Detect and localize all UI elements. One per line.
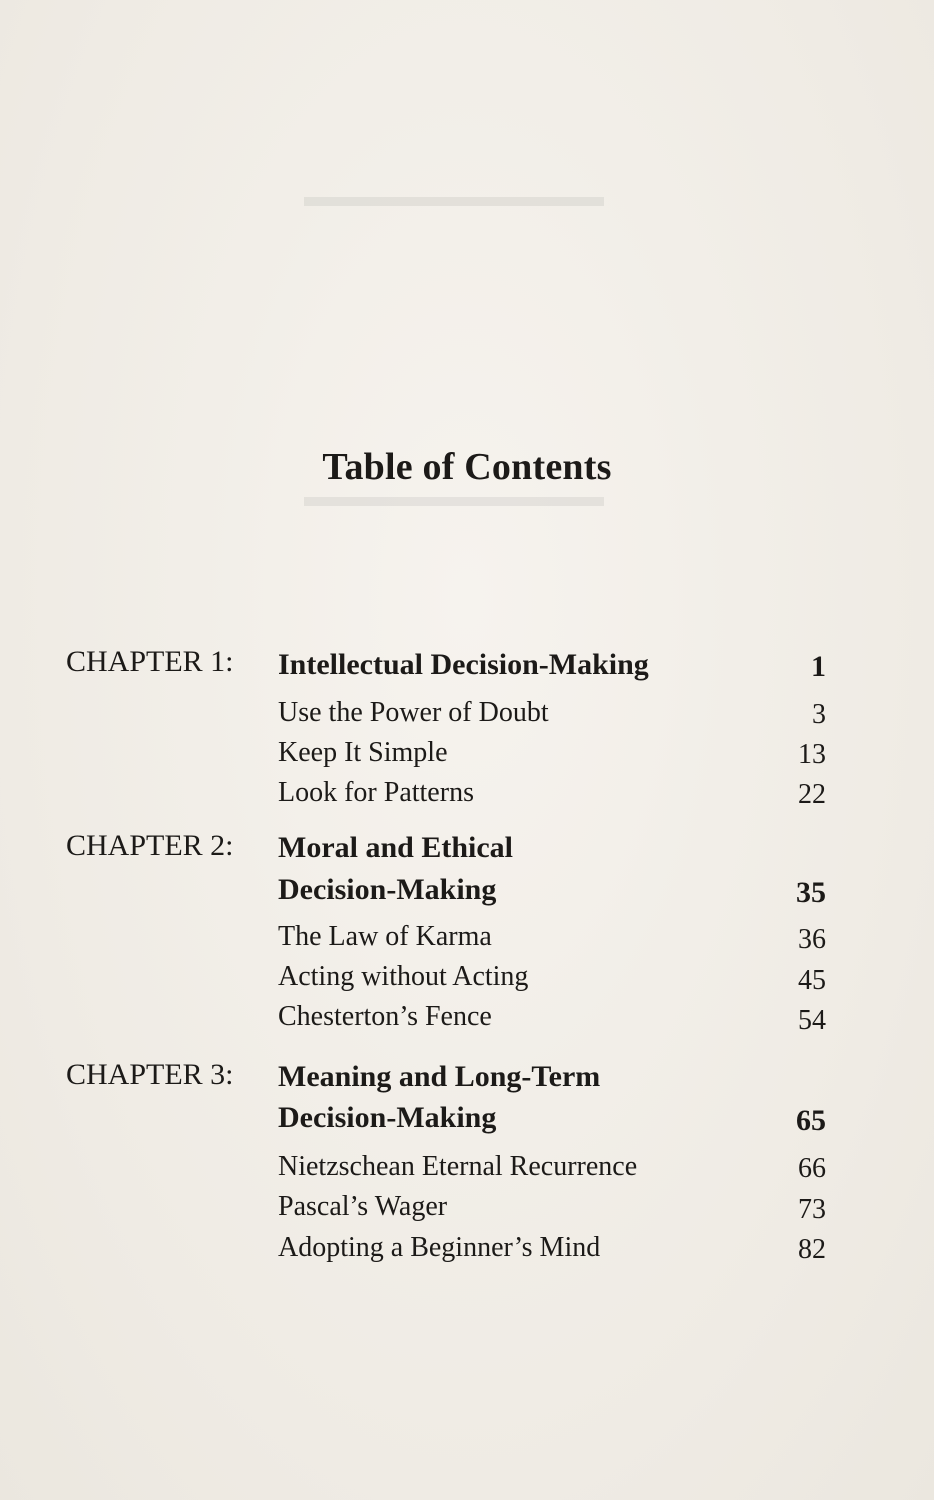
chapter-1-title: Intellectual Decision-Making <box>278 648 649 681</box>
section-title: Adopting a Beginner’s Mind <box>278 1232 601 1263</box>
section-page: 66 <box>798 1153 826 1184</box>
section-title: Pascal’s Wager <box>278 1191 448 1222</box>
chapter-3-title-line-1: Meaning and Long-Term <box>278 1060 601 1093</box>
chapter-2-label: CHAPTER 2: <box>66 829 234 862</box>
section-page: 36 <box>798 924 826 955</box>
chapter-3-page: 65 <box>796 1104 826 1137</box>
chapter-3-title-line-2: Decision-Making <box>278 1101 497 1134</box>
section-page: 45 <box>798 965 826 996</box>
section-page: 22 <box>798 779 826 810</box>
chapter-1-label: CHAPTER 1: <box>66 645 234 678</box>
chapter-2-title-line-1: Moral and Ethical <box>278 831 514 864</box>
section-page: 3 <box>812 699 826 730</box>
section-page: 54 <box>798 1005 826 1036</box>
section-title: Keep It Simple <box>278 737 448 768</box>
chapter-2-page: 35 <box>796 876 826 909</box>
section-page: 13 <box>798 739 826 770</box>
section-page: 73 <box>798 1194 826 1225</box>
chapter-2-title-line-2: Decision-Making <box>278 873 497 906</box>
section-title: Chesterton’s Fence <box>278 1001 492 1032</box>
bleed-through-texture: ▬▬▬▬▬▬▬▬▬▬ ▬▬▬▬▬▬▬▬▬▬ <box>304 180 604 513</box>
section-title: The Law of Karma <box>278 921 492 952</box>
chapter-3-label: CHAPTER 3: <box>66 1058 234 1091</box>
page-title: Table of Contents <box>322 446 612 488</box>
section-title: Nietzschean Eternal Recurrence <box>278 1151 638 1182</box>
section-title: Use the Power of Doubt <box>278 697 549 728</box>
section-title: Acting without Acting <box>278 961 529 992</box>
section-title: Look for Patterns <box>278 777 474 808</box>
chapter-1-page: 1 <box>811 650 826 683</box>
section-page: 82 <box>798 1234 826 1265</box>
